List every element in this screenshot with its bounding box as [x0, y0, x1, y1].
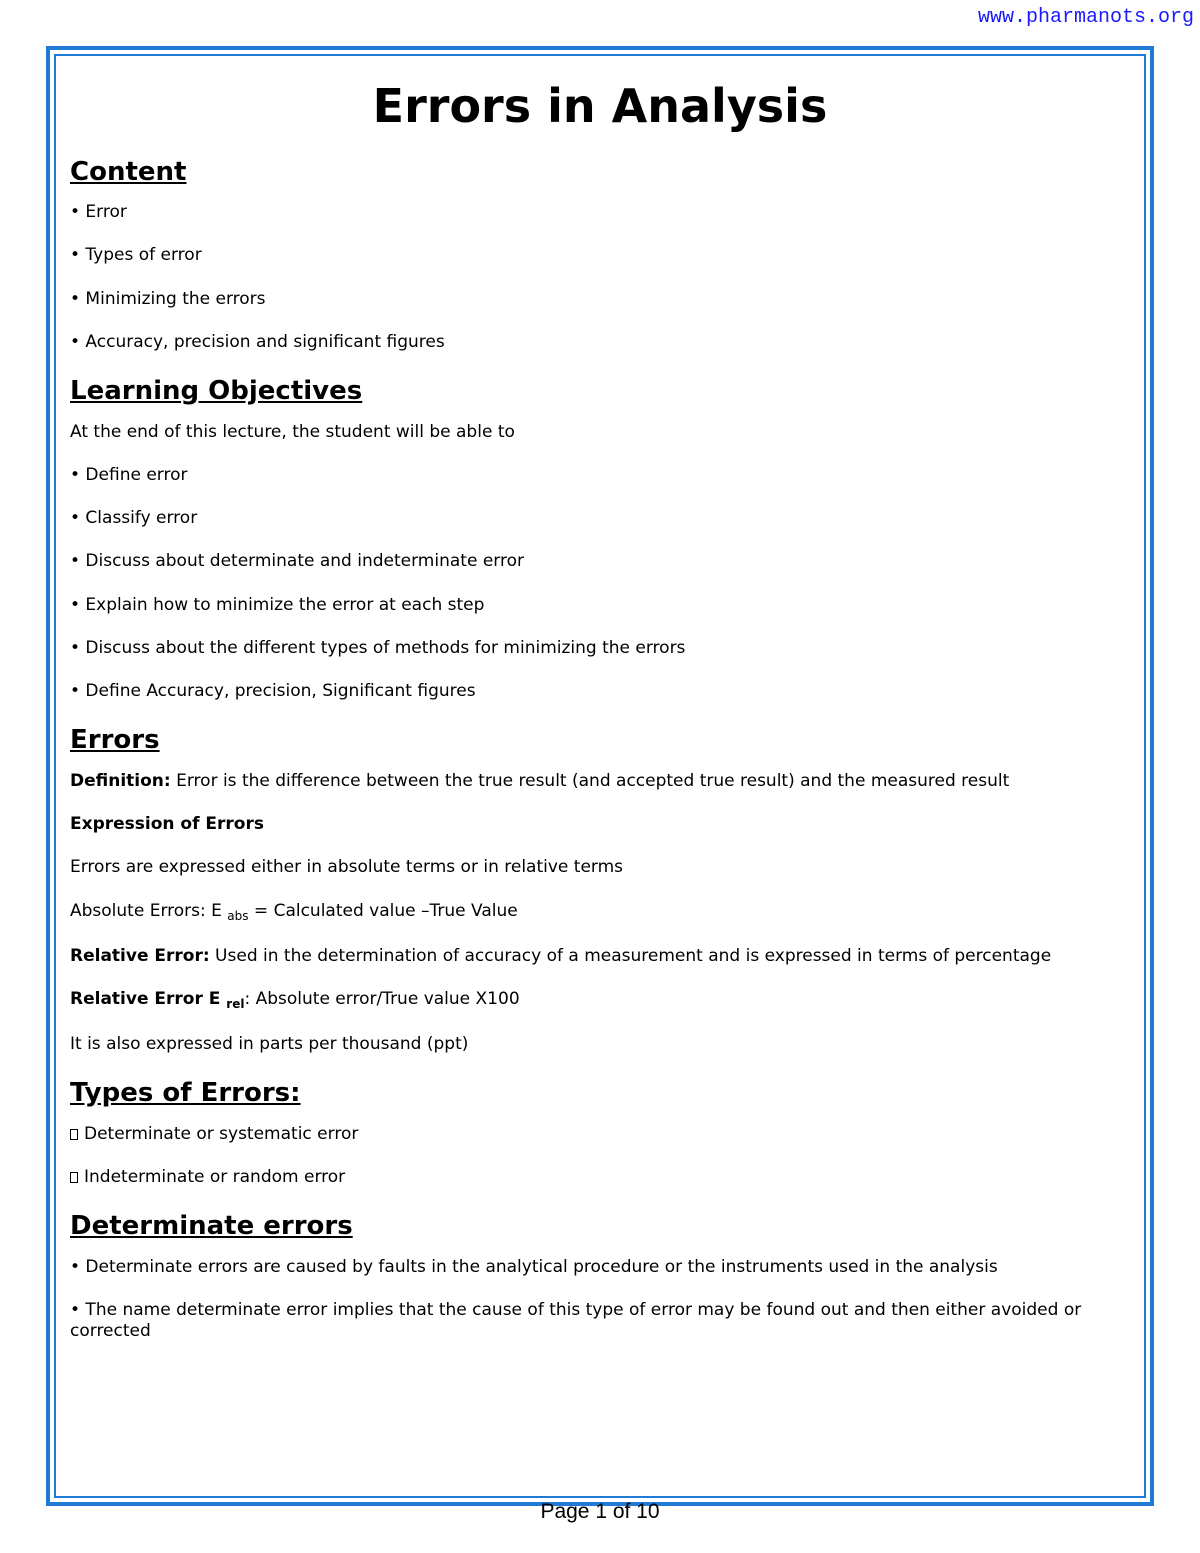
relative2-subscript: rel	[226, 996, 245, 1011]
absolute-subscript: abs	[227, 908, 249, 923]
watermark-url[interactable]: www.pharmanots.org	[977, 6, 1194, 29]
relative2-label: Relative Error E	[70, 988, 227, 1009]
relative-error-paragraph	[70, 946, 1130, 967]
content-item: • Types of error	[70, 245, 202, 266]
types-item	[70, 1167, 1130, 1188]
absolute-suffix: = Calculated value –True Value	[248, 900, 518, 921]
objective-item: • Discuss about the different types of methods for minimizing the errors	[70, 637, 686, 658]
errors-heading: Errors	[70, 725, 160, 756]
missing-glyph-icon	[70, 1172, 78, 1183]
types-item	[70, 1124, 1130, 1145]
relative-label: Relative Error:	[70, 945, 210, 966]
objective-item: • Define Accuracy, precision, Significant figures	[70, 681, 476, 701]
determinate-item: • The name determinate error implies that the cause of this type of error may be found out and then either avoided or corrected	[70, 1299, 1082, 1341]
expression-text: Errors are expressed either in absolute terms or in relative terms	[70, 857, 624, 878]
content-item: • Minimizing the errors	[70, 288, 266, 309]
definition-paragraph	[70, 771, 1130, 792]
content-item: • Accuracy, precision and significant figures	[70, 331, 445, 352]
objectives-heading: Learning Objectives	[70, 376, 363, 406]
relative2-text: : Absolute error/True value X100	[244, 988, 520, 1009]
definition-text: Error is the difference between the true result (and accepted true result) and the measured result	[170, 770, 1010, 791]
document-body	[70, 70, 1130, 1364]
objective-item: • Classify error	[70, 508, 198, 528]
determinate-item: • Determinate errors are caused by faults in the analytical procedure or the instruments used in the analysis	[70, 1256, 998, 1277]
definition-label: Definition:	[70, 770, 171, 791]
page-title: Errors in Analysis	[372, 79, 828, 133]
determinate-heading: Determinate errors	[70, 1211, 353, 1241]
objective-item: • Define error	[70, 464, 188, 485]
expression-heading: Expression of Errors	[70, 814, 264, 834]
relative-text: Used in the determination of accuracy of a measurement and is expressed in terms of percentage	[209, 945, 1052, 966]
ppt-text: It is also expressed in parts per thousand (ppt)	[70, 1033, 469, 1054]
types-heading: Types of Errors:	[70, 1078, 301, 1108]
content-heading: Content	[70, 156, 187, 187]
page-number: Page 1 of 10	[540, 1500, 660, 1523]
absolute-prefix: Absolute Errors: E	[70, 900, 228, 921]
types-item-text: Indeterminate or random error	[84, 1166, 346, 1187]
relative-error-formula	[70, 989, 1130, 1012]
missing-glyph-icon	[70, 1129, 78, 1140]
objective-item: • Discuss about determinate and indeterminate error	[70, 551, 524, 572]
types-item-text: Determinate or systematic error	[84, 1123, 359, 1144]
absolute-error-formula	[70, 901, 1130, 924]
content-item: • Error	[70, 202, 127, 222]
objective-item: • Explain how to minimize the error at each step	[70, 594, 485, 615]
objectives-intro: At the end of this lecture, the student will be able to	[70, 421, 515, 442]
